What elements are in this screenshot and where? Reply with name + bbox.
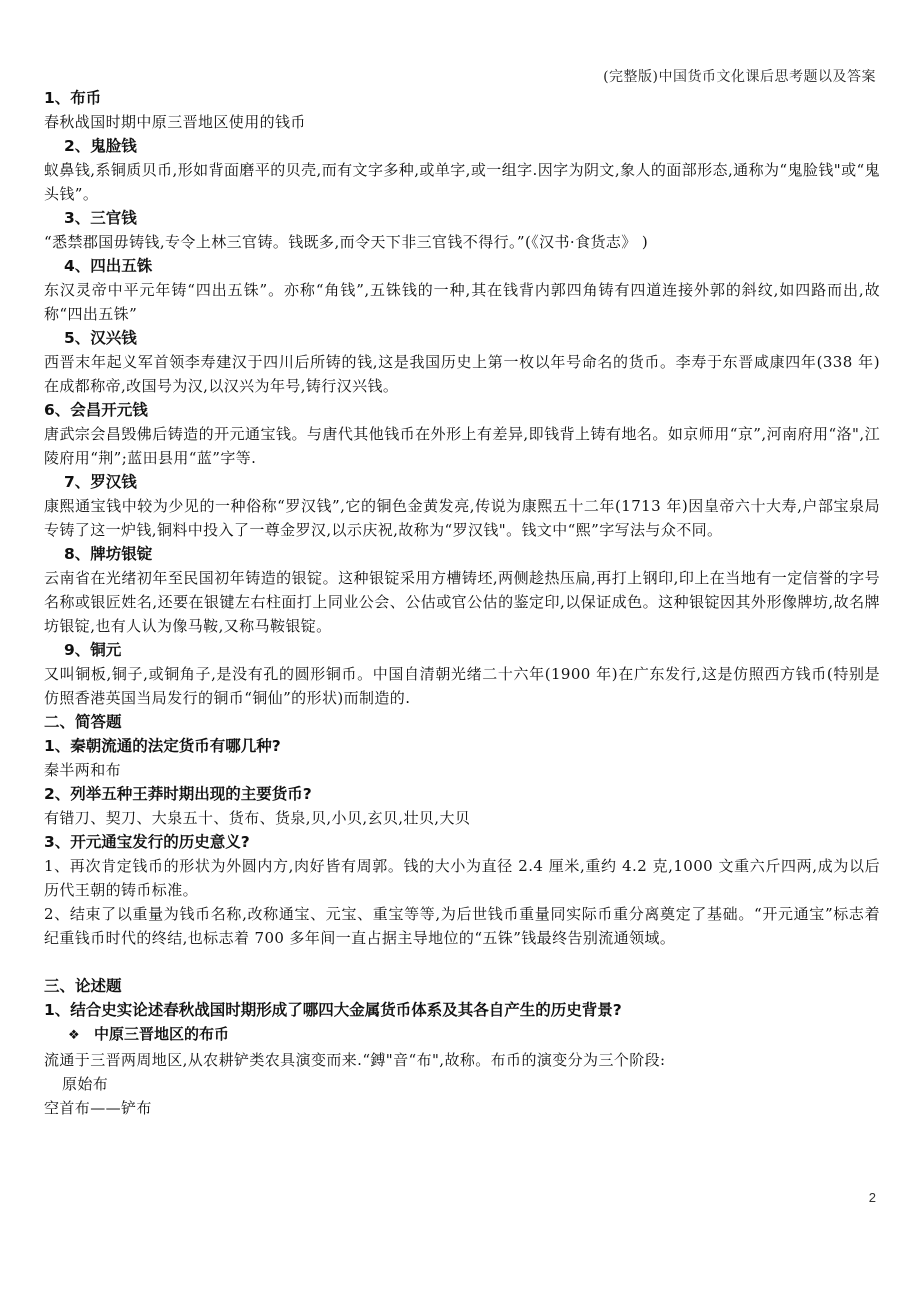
section-3-title: 3、三官钱	[64, 209, 137, 227]
section-9-text: 又叫铜板,铜子,或铜角子,是没有孔的圆形铜币。中国自清朝光绪二十六年(1900 年)在广东发行,这是仿照西方钱币(特别是仿照香港英国当局发行的铜币“铜仙”的形状)而制造的.	[44, 665, 880, 707]
section-5-text: 西晋末年起义军首领李寿建汉于四川后所铸的钱,这是我国历史上第一枚以年号命名的货币。李寿于东晋咸康四年(338 年)在成都称帝,改国号为汉,以汉兴为年号,铸行汉兴钱。	[44, 353, 880, 395]
section-7-title: 7、罗汉钱	[64, 473, 137, 491]
part-2-question-3: 3、开元通宝发行的历史意义?	[44, 833, 250, 851]
section-8-title: 8、牌坊银锭	[64, 545, 153, 563]
blank-line	[44, 950, 880, 974]
diamond-bullet-icon: ❖	[68, 1028, 80, 1043]
part-2-question-1: 1、秦朝流通的法定货币有哪几种?	[44, 737, 281, 755]
part-2-answer-2: 有错刀、契刀、大泉五十、货布、货泉,贝,小贝,玄贝,壮贝,大贝	[44, 809, 471, 827]
page-header-title: (完整版)中国货币文化课后思考题以及答案	[603, 69, 876, 85]
section-2-text: 蚁鼻钱,系铜质贝币,形如背面磨平的贝壳,而有文字多种,或单字,或一组字.因字为阴文,象人的面部形态,通称为“鬼脸钱"或“鬼头钱”。	[44, 161, 880, 203]
part-2-answer-3-point-1: 1、再次肯定钱币的形状为外圆内方,肉好皆有周郭。钱的大小为直径 2.4 厘米,重约 4.2 克,1000 文重六斤四两,成为以后历代王朝的铸币标准。	[44, 857, 880, 899]
section-9-title: 9、铜元	[64, 641, 122, 659]
part-3-title: 三、论述题	[44, 977, 122, 995]
section-1-title: 1、布币	[44, 89, 102, 107]
section-6-text: 唐武宗会昌毁佛后铸造的开元通宝钱。与唐代其他钱币在外形上有差异,即钱背上铸有地名。如京师用“京”,河南府用“洛",江陵府用“荆”;蓝田县用“蓝”字等.	[44, 425, 880, 467]
section-8-text: 云南省在光绪初年至民国初年铸造的银锭。这种银锭采用方槽铸坯,两侧趁热压扁,再打上钢印,印上在当地有一定信誉的字号名称或银匠姓名,还要在银键左右柱面打上同业公会、公估或官公估的鉴定印,以保证成色。这种银锭因其外形像牌坊,故名牌坊银锭,也有人认为像马鞍,又称马鞍银锭。	[44, 569, 880, 635]
part-3-bullet-text: 中原三晋地区的布币	[94, 1025, 230, 1043]
part-2-answer-3-point-2: 2、结束了以重量为钱币名称,改称通宝、元宝、重宝等等,为后世钱币重量同实际币重分离奠定了基础。“开元通宝”标志着纪重钱币时代的终结,也标志着 700 多年间一直占据主导地位的“五铢”钱最终告别流通领域。	[44, 905, 880, 947]
part-2-answer-1: 秦半两和布	[44, 761, 122, 779]
document-body	[44, 86, 880, 1120]
section-7-text: 康熙通宝钱中较为少见的一种俗称“罗汉钱”,它的铜色金黄发亮,传说为康熙五十二年(1713 年)因皇帝六十大寿,户部宝泉局专铸了这一炉钱,铜料中投入了一尊金罗汉,以示庆祝,故称为“罗汉钱"。钱文中“熙”字写法与众不同。	[44, 497, 880, 539]
section-5-title: 5、汉兴钱	[64, 329, 137, 347]
part-2-title: 二、简答题	[44, 713, 122, 731]
part-3-text-3: 空首布——铲布	[44, 1099, 152, 1117]
section-6-title: 6、会昌开元钱	[44, 401, 148, 419]
part-2-question-2: 2、列举五种王莽时期出现的主要货币?	[44, 785, 312, 803]
section-4-text: 东汉灵帝中平元年铸“四出五铢”。亦称“角钱”,五铢钱的一种,其在钱背内郭四角铸有四道连接外郭的斜纹,如四路而出,故称“四出五铢”	[44, 281, 880, 323]
section-1-text: 春秋战国时期中原三晋地区使用的钱币	[44, 113, 306, 131]
part-3-text-1: 流通于三晋两周地区,从农耕铲类农具演变而来.“鎛"音“布",故称。布币的演变分为三个阶段:	[44, 1051, 666, 1069]
part-3-text-2: 原始布	[62, 1075, 109, 1093]
part-3-question-1: 1、结合史实论述春秋战国时期形成了哪四大金属货币体系及其各自产生的历史背景?	[44, 1001, 622, 1019]
part-3-bullet-item	[44, 1022, 880, 1048]
section-3-text: “悉禁郡国毋铸钱,专令上林三官铸。钱既多,而令天下非三官钱不得行。”(《汉书·食货志》 )	[44, 233, 649, 251]
section-2-title: 2、鬼脸钱	[64, 137, 137, 155]
section-4-title: 4、四出五铢	[64, 257, 153, 275]
page-number: 2	[868, 1190, 876, 1205]
